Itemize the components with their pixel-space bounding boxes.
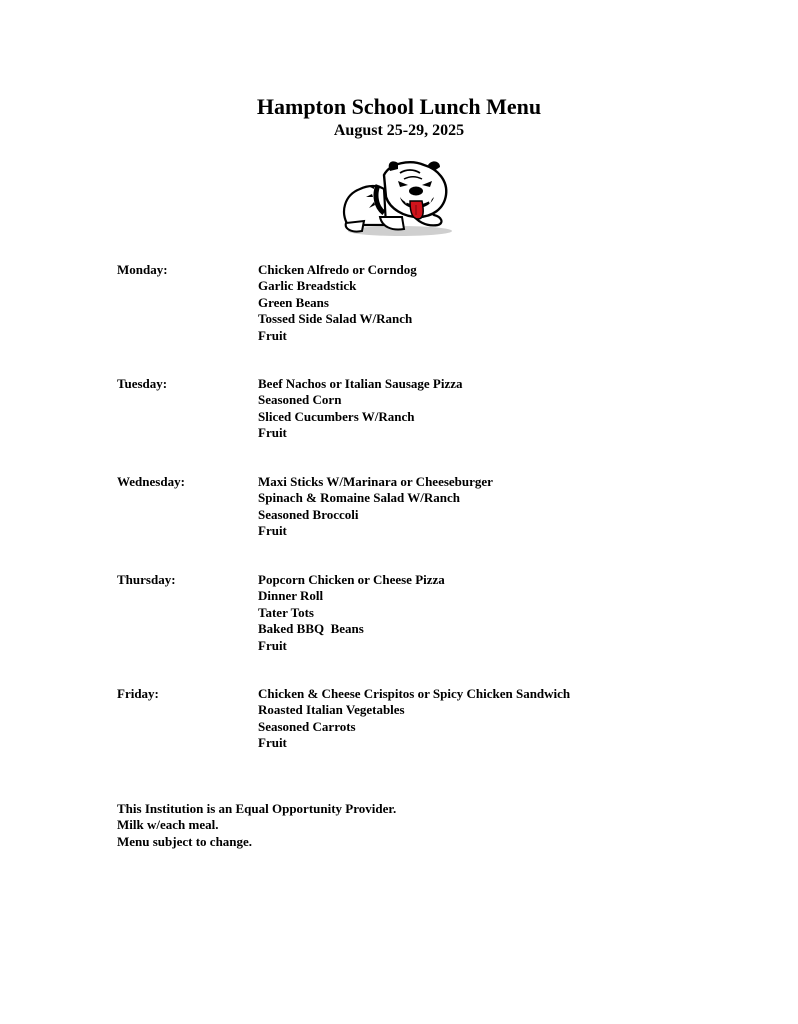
milk-note: Milk w/each meal. (117, 817, 219, 833)
page-title: Hampton School Lunch Menu (256, 94, 542, 119)
menu-item: Fruit (258, 327, 287, 343)
day-label: Thursday: (117, 572, 176, 587)
day-label: Wednesday: (117, 474, 185, 489)
menu-item: Tater Tots (258, 604, 314, 620)
menu-change-note: Menu subject to change. (117, 833, 253, 849)
menu-item: Baked BBQ Beans (258, 621, 364, 637)
menu-item: Maxi Sticks W/Marinara or Cheeseburger (258, 474, 493, 489)
footer-notes (117, 801, 396, 850)
day-label: Tuesday: (117, 376, 168, 391)
menu-items-list (258, 262, 417, 344)
menu-item: Green Beans (258, 294, 329, 310)
menu-items-list (258, 572, 445, 654)
menu-item: Spinach & Romaine Salad W/Ranch (258, 490, 461, 506)
menu-item: Beef Nachos or Italian Sausage Pizza (258, 376, 463, 391)
bulldog-mascot-icon (334, 155, 464, 237)
day-label: Monday: (117, 262, 168, 277)
menu-item: Fruit (258, 523, 287, 539)
menu-item: Chicken & Cheese Crispitos or Spicy Chicken Sandwich (258, 686, 571, 701)
menu-item: Roasted Italian Vegetables (258, 702, 405, 718)
menu-item: Fruit (258, 735, 287, 751)
menu-item: Garlic Breadstick (258, 278, 357, 294)
menu-items-list (258, 376, 463, 442)
menu-item: Popcorn Chicken or Cheese Pizza (258, 572, 445, 587)
menu-items-list (258, 686, 570, 752)
menu-item: Chicken Alfredo or Corndog (258, 262, 417, 277)
menu-item: Dinner Roll (258, 588, 324, 604)
equal-opportunity-note: This Institution is an Equal Opportunity Provider. (117, 801, 397, 816)
menu-item: Sliced Cucumbers W/Ranch (258, 408, 415, 424)
menu-item: Seasoned Carrots (258, 718, 356, 734)
menu-items-list (258, 474, 493, 540)
date-range: August 25-29, 2025 (333, 122, 465, 139)
menu-item: Tossed Side Salad W/Ranch (258, 311, 413, 327)
menu-item: Fruit (258, 425, 287, 441)
menu-item: Seasoned Broccoli (258, 506, 359, 522)
day-label: Friday: (117, 686, 159, 701)
menu-item: Seasoned Corn (258, 392, 342, 408)
menu-item: Fruit (258, 637, 287, 653)
